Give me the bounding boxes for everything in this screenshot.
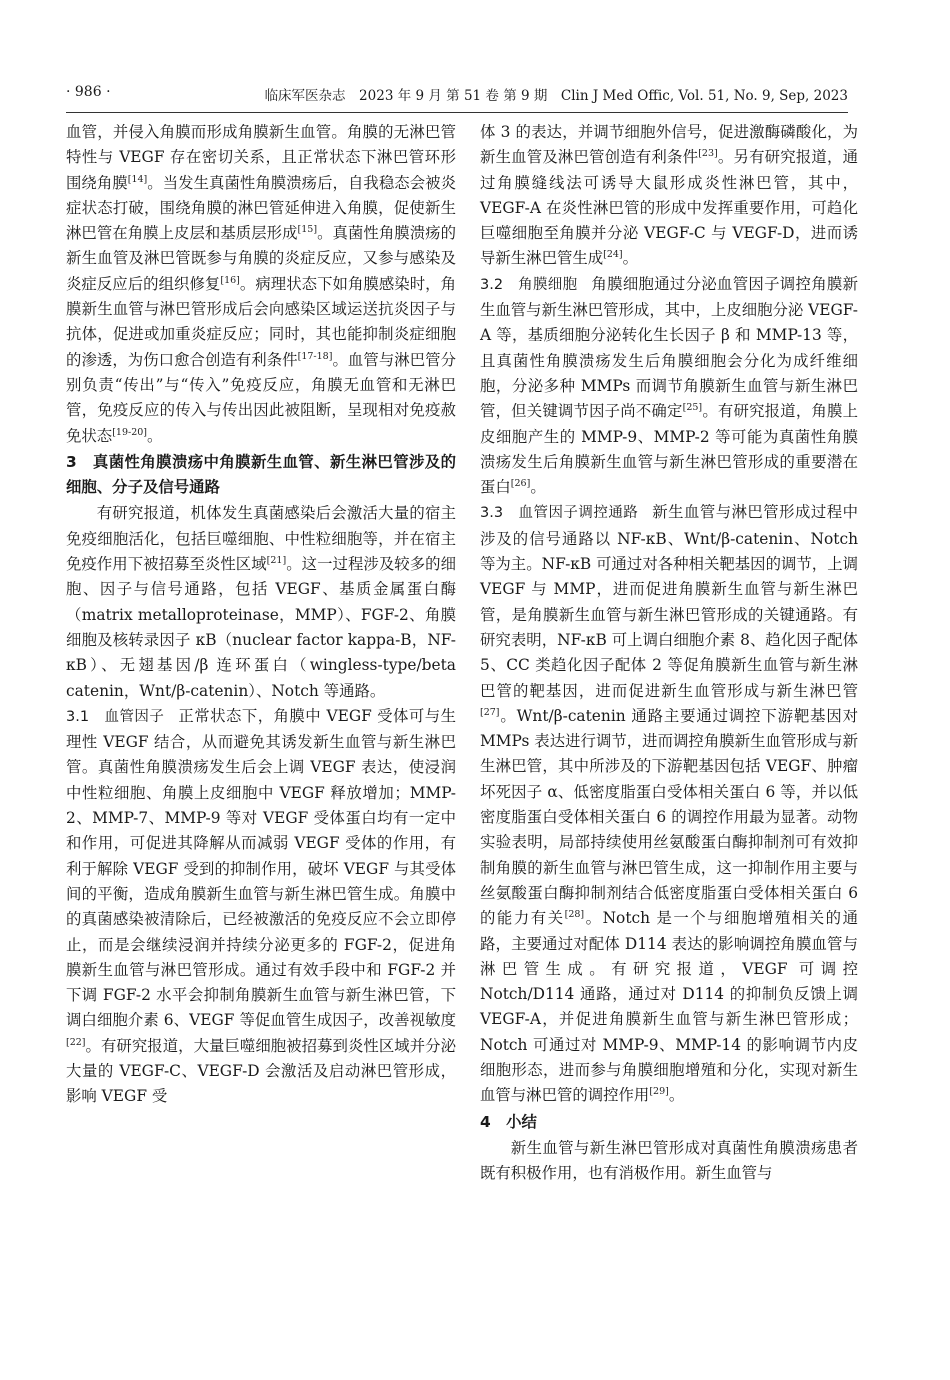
citation-ref: [28] [564, 909, 585, 921]
header-rule [66, 112, 848, 113]
text-run: 。 [622, 249, 639, 268]
text-run: 有研究报道，机体发生真菌感染后会激活大量的宿主免疫细胞活化，包括巨噬细胞、中性粒细胞等，并在宿主免疫作用下被招募至炎性区域 [66, 504, 456, 574]
subsection-text [480, 503, 858, 1104]
paragraph [66, 120, 456, 449]
page-number: · 986 · [66, 84, 111, 100]
citation-ref: [22] [66, 1036, 86, 1048]
text-run: 。 [530, 478, 546, 497]
text-run: 。当发生真菌性角膜溃疡后，自我稳态会被炎症状态打破，围绕角膜的淋巴管延伸进入角膜，促使新生淋巴管在角膜上皮层和基质层形成 [66, 173, 456, 243]
text-run: 正常状态下，角膜中 VEGF 受体可与生理性 VEGF 结合，从而避免其诱发新生血管与新生淋巴管。真菌性角膜溃疡发生后会上调 VEGF 表达，使浸润中性粒细胞、角膜上皮细胞中 VEGF 释放增加；MMP-2、MMP-7、MMP-9 等对 VEGF 受体蛋白均有一定中和作用，可促进其降解从而减弱 VEGF 受体的作用，有利于解除 VEGF 受到的抑制作用，破坏 VEGF 与其受体间的平衡，造成角膜新生血管与新生淋巴管生成。角膜中的真菌感染被清除后，已经被激活的免疫反应不会立即停止，而是会继续浸润并持续分泌更多的 FGF-2，促进角膜新生血管与淋巴管形成。通过有效手段中和 FGF-2 并下调 FGF-2 水平会抑制角膜新生血管与新生淋巴管，下调白细胞介素 6、VEGF 等促血管生成因子，改善视敏度 [66, 706, 457, 1030]
subsection-label: 3.2 角膜细胞 [480, 276, 578, 293]
text-run: 。 [147, 426, 163, 445]
citation-ref: [26] [510, 478, 531, 490]
left-column [66, 120, 456, 1110]
citation-ref: [15] [297, 224, 318, 236]
subsection-text [480, 275, 858, 496]
subsection-3-2 [480, 272, 858, 501]
citation-ref: [27] [480, 706, 500, 718]
text-run: 血管，并侵入角膜而形成角膜新生血管。角膜的无淋巴管特性与 VEGF 存在密切关系，且正常状态下淋巴管环形围绕角膜 [66, 123, 456, 192]
citation-ref: [17-18] [297, 350, 333, 362]
citation-ref: [14] [127, 173, 148, 185]
right-column [480, 120, 858, 1186]
page-header [66, 84, 848, 110]
text-run: 。Notch 是一个与细胞增殖相关的通路，主要通过对配体 D114 表达的影响调控角膜血管与淋巴管生成。有研究报道，VEGF 可调控 Notch/D114 通路，通过对 D114 的抑制负反馈上调 VEGF-A，并促进角膜新生血管与新生淋巴管形成；Notch 可通过对 MMP-9、MMP-14 的影响调节内皮细胞形态，进而参与角膜细胞增殖和分化，实现对新生血管与淋巴管的调控作用 [480, 909, 858, 1105]
section-heading-3: 3 真菌性角膜溃疡中角膜新生血管、新生淋巴管涉及的细胞、分子及信号通路 [66, 452, 456, 497]
citation-ref: [23] [698, 148, 718, 160]
paragraph [480, 120, 858, 272]
citation-ref: [16] [220, 274, 240, 286]
citation-ref: [29] [649, 1086, 669, 1098]
text-run: 。 [668, 1086, 685, 1105]
text-run: 体 3 的表达，并调节细胞外信号，促进激酶磷酸化，为新生血管及淋巴管创造有利条件 [480, 123, 858, 167]
subsection-text [66, 707, 456, 1105]
text-run: 新生血管与淋巴管形成过程中涉及的信号通路以 NF-κB、Wnt/β-catenin、Notch 等为主。NF-κB 可通过对各种相关靶基因的调节，上调 VEGF 与 MMP，进而促进角膜新生血管与新生淋巴管，是角膜新生血管与新生淋巴管形成的关键通路。有研究表明，NF-κB 可上调白细胞介素 8、趋化因子配体 5、CC 类趋化因子配体 2 等促角膜新生血管与新生淋巴管的靶基因，进而促进新生血管形成与新生淋巴管 [480, 503, 858, 700]
paragraph [480, 1136, 858, 1187]
subsection-label: 3.3 血管因子调控通路 [480, 505, 639, 522]
citation-ref: [25] [682, 402, 703, 414]
text-run: 。血管与淋巴管分别负责“传出”与“传入”免疫反应，角膜无血管和无淋巴管，免疫反应的传入与传出因此被阻断，呈现相对免疫赦免状态 [66, 350, 456, 445]
text-run: 角膜细胞通过分泌血管因子调控角膜新生血管与新生淋巴管形成，其中，上皮细胞分泌 VEGF-A 等，基质细胞分泌转化生长因子 β 和 MMP-13 等，且真菌性角膜溃疡发生后角膜细胞会分化为成纤维细胞，分泌多种 MMPs 而调节角膜新生血管与新生淋巴管，但关键调节因子尚不确定 [480, 274, 858, 421]
text-run: 。Wnt/β-catenin 通路主要通过调控下游靶基因对 MMPs 表达进行调节，进而调控角膜新生血管形成与新生淋巴管，其中所涉及的下游靶基因包括 VEGF、肿瘤坏死因子 α、低密度脂蛋白受体相关蛋白 6 等，并以低密度脂蛋白受体相关蛋白 6 的调控作用最为显著。动物实验表明，局部持续使用丝氨酸蛋白酶抑制剂可有效抑制角膜的新生血管与淋巴管生成，这一抑制作用主要与丝氨酸蛋白酶抑制剂结合低密度脂蛋白受体相关蛋白 6 的能力有关 [480, 706, 858, 928]
subsection-3-1 [66, 704, 456, 1110]
paragraph [66, 501, 456, 703]
citation-ref: [24] [603, 249, 623, 261]
subsection-3-3 [480, 500, 858, 1108]
text-run: 新生血管与新生淋巴管形成对真菌性角膜溃疡患者既有积极作用，也有消极作用。新生血管与 [480, 1138, 858, 1183]
text-run: 。病理状态下如角膜感染时，角膜新生血管与淋巴管形成后会向感染区域运送抗炎因子与抗体，促进或加重炎症反应；同时，其也能抑制炎症细胞的渗透，为伤口愈合创造有利条件 [66, 274, 456, 369]
citation-ref: [21] [266, 554, 287, 566]
text-run: 。有研究报道，大量巨噬细胞被招募到炎性区域并分泌大量的 VEGF-C、VEGF-D 会激活及启动淋巴管形成，影响 VEGF 受 [66, 1036, 456, 1106]
text-run: 。这一过程涉及较多的细胞、因子与信号通路，包括 VEGF、基质金属蛋白酶（matrix metalloproteinase，MMP）、FGF-2、角膜细胞及核转录因子 κB（nuclear factor kappa-B，NF-κB）、无翅基因/β 连环蛋白（wingless-type/beta catenin，Wnt/β-catenin）、Notch 等通路。 [66, 555, 456, 700]
text-run: 。另有研究报道，通过角膜缝线法可诱导大鼠形成炎性淋巴管，其中，VEGF-A 在炎性淋巴管的形成中发挥重要作用，可趋化巨噬细胞至角膜并分泌 VEGF-C 与 VEGF-D，进而诱导新生淋巴管生成 [480, 148, 858, 268]
running-title: 临床军医杂志 2023 年 9 月 第 51 卷 第 9 期 Clin J Med Offic, Vol. 51, No. 9, Sep, 2023 [264, 88, 848, 104]
text-run: 。真菌性角膜溃疡的新生血管及淋巴管既参与角膜的炎症反应，又参与感染及炎症反应后的组织修复 [66, 224, 456, 293]
section-heading-4: 4 小结 [480, 1112, 537, 1131]
subsection-label: 3.1 血管因子 [66, 708, 165, 725]
text-run: 。有研究报道，角膜上皮细胞产生的 MMP-9、MMP-2 等可能为真菌性角膜溃疡发生后角膜新生血管与新生淋巴管形成的重要潜在蛋白 [480, 402, 858, 497]
citation-ref: [19-20] [112, 426, 147, 438]
